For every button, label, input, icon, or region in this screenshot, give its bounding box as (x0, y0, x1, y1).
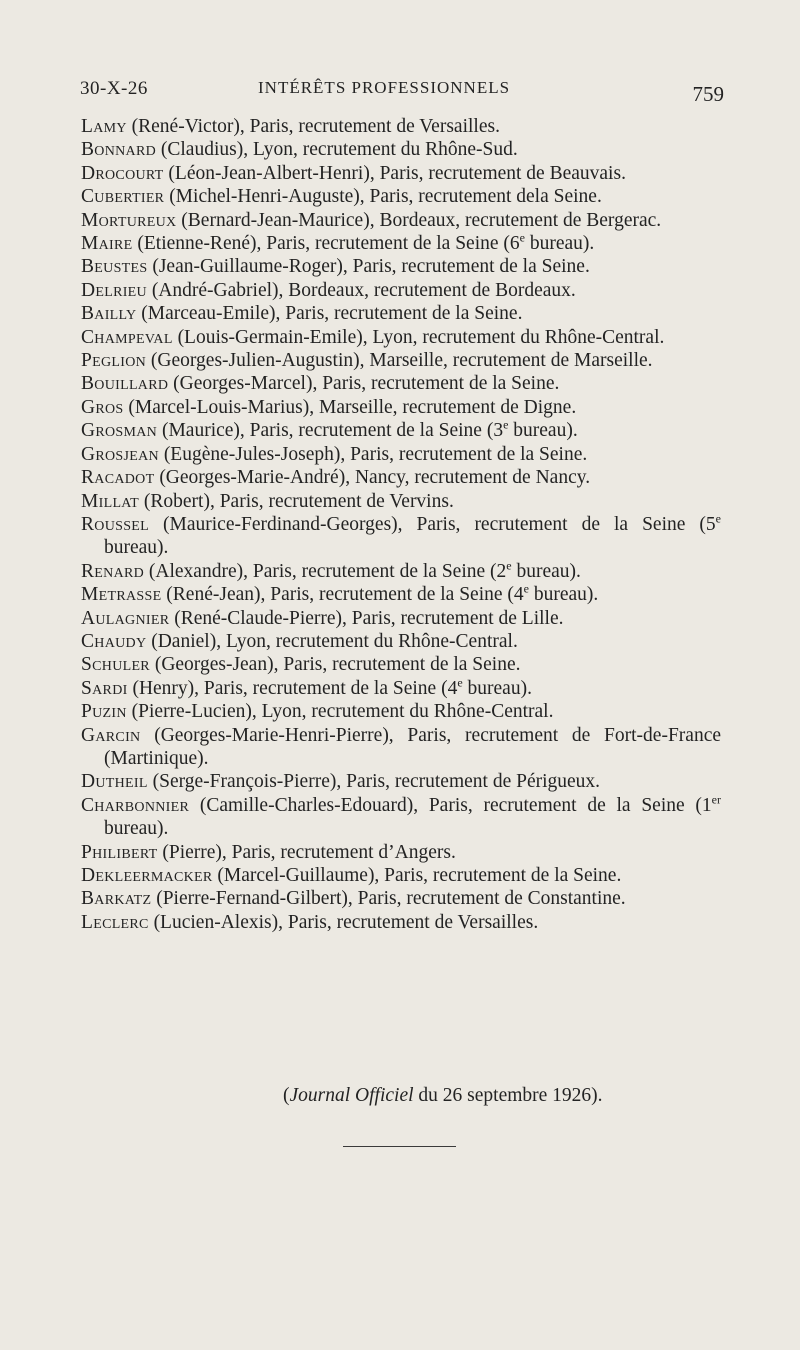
list-item (81, 115, 721, 138)
list-item (81, 911, 721, 934)
entry-surname: Beustes (81, 256, 148, 278)
entry-surname: Champeval (81, 326, 173, 348)
entry-surname: Leclerc (81, 911, 149, 933)
entry-surname: Grosjean (81, 443, 159, 465)
list-item (81, 232, 721, 255)
entry-surname: Cubertier (81, 186, 165, 208)
entry-details: (Camille-Charles-Edouard), Paris, recrutement de la Seine (1 (189, 794, 712, 816)
entry-details: (André-Gabriel), Bordeaux, recrutement de Bordeaux. (146, 279, 576, 301)
list-item (81, 513, 721, 560)
ordinal-superscript: e (519, 230, 525, 245)
entry-surname: Roussel (81, 513, 150, 535)
ordinal-superscript: e (457, 675, 463, 690)
entry-details: (René-Victor), Paris, recrutement de Versailles. (126, 116, 500, 137)
appointment-list (81, 115, 721, 934)
entry-surname: Maire (81, 233, 133, 255)
entry-surname: Barkatz (81, 888, 152, 910)
source-open-paren: ( (283, 1085, 290, 1106)
entry-surname: Bonnard (81, 139, 156, 161)
entry-details-end: bureau). (508, 420, 578, 442)
entry-details: (Georges-Marie-Henri-Pierre), Paris, recrutement de Fort-de-France (Martinique). (104, 724, 721, 769)
entry-surname: Aulagnier (81, 607, 170, 629)
list-item (81, 841, 721, 864)
entry-surname: Millat (81, 490, 140, 512)
source-journal-name: Journal Officiel (289, 1085, 414, 1106)
list-item (81, 653, 721, 676)
source-date: du 26 septembre 1926). (413, 1085, 603, 1106)
list-item (81, 677, 721, 700)
closing-rule (343, 1146, 456, 1147)
entry-details-end: bureau). (524, 233, 595, 255)
list-item (81, 138, 721, 161)
list-item (81, 349, 721, 372)
running-header (80, 78, 724, 108)
list-item (81, 724, 721, 771)
entry-details: (Etienne-René), Paris, recrutement de la Seine (6 (132, 233, 520, 255)
ordinal-superscript: e (506, 558, 512, 573)
entry-details: (Louis-Germain-Emile), Lyon, recrutement du Rhône-Central. (172, 326, 665, 348)
entry-details: (Léon-Jean-Albert-Henri), Paris, recrutement de Beauvais. (163, 162, 626, 184)
entry-surname: Dekleermacker (81, 865, 213, 886)
ordinal-superscript: e (523, 581, 529, 596)
entry-details: (Michel-Henri-Auguste), Paris, recrutement dela Seine. (164, 186, 602, 208)
list-item (81, 162, 721, 185)
entry-details: (Maurice), Paris, recrutement de la Seine (3 (157, 420, 504, 442)
entry-surname: Schuler (81, 654, 150, 676)
list-item (81, 185, 721, 208)
list-item (81, 700, 721, 723)
list-item (81, 864, 721, 887)
list-item (81, 770, 721, 793)
entry-details: (Jean-Guillaume-Roger), Paris, recrutement de la Seine. (147, 256, 590, 278)
entry-surname: Charbonnier (81, 794, 190, 816)
list-item (81, 209, 721, 232)
entry-details: (Marcel-Louis-Marius), Marseille, recrutement de Digne. (123, 396, 577, 418)
entry-details: (Georges-Marie-André), Nancy, recrutement de Nancy. (154, 467, 591, 489)
list-item (81, 560, 721, 583)
entry-details-end: bureau). (104, 537, 169, 559)
entry-details: (Georges-Julien-Augustin), Marseille, recrutement de Marseille. (146, 350, 653, 372)
entry-surname: Garcin (81, 724, 141, 746)
list-item (81, 583, 721, 606)
list-item (81, 255, 721, 278)
source-citation (283, 1084, 603, 1108)
entry-surname: Bouillard (81, 373, 169, 395)
entry-details: (Robert), Paris, recrutement de Vervins. (139, 490, 454, 512)
list-item (81, 490, 721, 513)
entry-surname: Drocourt (81, 162, 164, 184)
entry-details: (Pierre-Lucien), Lyon, recrutement du Rhône-Central. (126, 701, 554, 723)
list-item (81, 630, 721, 653)
list-item (81, 372, 721, 395)
ordinal-superscript: e (503, 417, 509, 432)
entry-surname: Bailly (81, 303, 137, 325)
list-item (81, 279, 721, 302)
entry-details-end: bureau). (104, 818, 169, 840)
entry-surname: Delrieu (81, 279, 147, 301)
entry-surname: Gros (81, 396, 124, 418)
entry-surname: Renard (81, 560, 145, 582)
list-item (81, 443, 721, 466)
entry-surname: Dutheil (81, 771, 148, 793)
list-item (81, 466, 721, 489)
entry-details: (Henry), Paris, recrutement de la Seine (4 (127, 677, 458, 699)
entry-surname: Chaudy (81, 630, 147, 652)
ordinal-superscript: e (715, 511, 721, 526)
entry-details: (Bernard-Jean-Maurice), Bordeaux, recrutement de Bergerac. (176, 209, 662, 231)
entry-details: (Pierre), Paris, recrutement d’Angers. (157, 841, 456, 863)
entry-details: (Pierre-Fernand-Gilbert), Paris, recrutement de Constantine. (151, 888, 626, 910)
list-item (81, 887, 721, 910)
entry-surname: Peglion (81, 350, 147, 372)
entry-details: (Eugène-Jules-Joseph), Paris, recrutement de la Seine. (158, 443, 588, 465)
entry-details: (Daniel), Lyon, recrutement du Rhône-Central. (146, 630, 518, 652)
header-date: 30-X-26 (80, 78, 148, 99)
entry-details: (Maurice-Ferdinand-Georges), Paris, recrutement de la Seine (5 (149, 513, 716, 535)
entry-surname: Mortureux (81, 209, 177, 231)
list-item (81, 326, 721, 349)
entry-details-end: bureau). (528, 584, 599, 606)
entry-surname: Metrasse (81, 584, 162, 606)
entry-details: (Georges-Jean), Paris, recrutement de la Seine. (149, 654, 521, 676)
entry-details: (Georges-Marcel), Paris, recrutement de la Seine. (168, 373, 560, 395)
entry-details: (Marceau-Emile), Paris, recrutement de la Seine. (136, 303, 523, 325)
entry-details-end: bureau). (511, 560, 581, 582)
entry-surname: Puzin (81, 701, 127, 723)
entry-details: (René-Jean), Paris, recrutement de la Seine (4 (161, 584, 524, 606)
list-item (81, 607, 721, 630)
ordinal-superscript: er (711, 792, 721, 807)
entry-surname: Sardi (81, 677, 128, 699)
entry-surname: Grosman (81, 420, 158, 442)
entry-details-end: bureau). (462, 677, 532, 699)
page-number: 759 (692, 82, 724, 106)
entry-surname: Philibert (81, 841, 158, 863)
entry-details: (Alexandre), Paris, recrutement de la Seine (2 (144, 560, 507, 582)
entry-details: (René-Claude-Pierre), Paris, recrutement de Lille. (169, 607, 564, 629)
entry-details: (Lucien-Alexis), Paris, recrutement de Versailles. (148, 911, 539, 933)
list-item (81, 794, 721, 841)
list-item (81, 396, 721, 419)
entry-surname: Racadot (81, 467, 155, 489)
header-section-title: INTÉRÊTS PROFESSIONNELS (258, 78, 511, 97)
entry-details: (Serge-François-Pierre), Paris, recrutement de Périgueux. (147, 771, 601, 793)
entry-surname: Lamy (81, 116, 127, 137)
entry-details: (Claudius), Lyon, recrutement du Rhône-Sud. (156, 139, 518, 161)
list-item (81, 419, 721, 442)
entry-details: (Marcel-Guillaume), Paris, recrutement de la Seine. (212, 865, 622, 886)
list-item (81, 302, 721, 325)
